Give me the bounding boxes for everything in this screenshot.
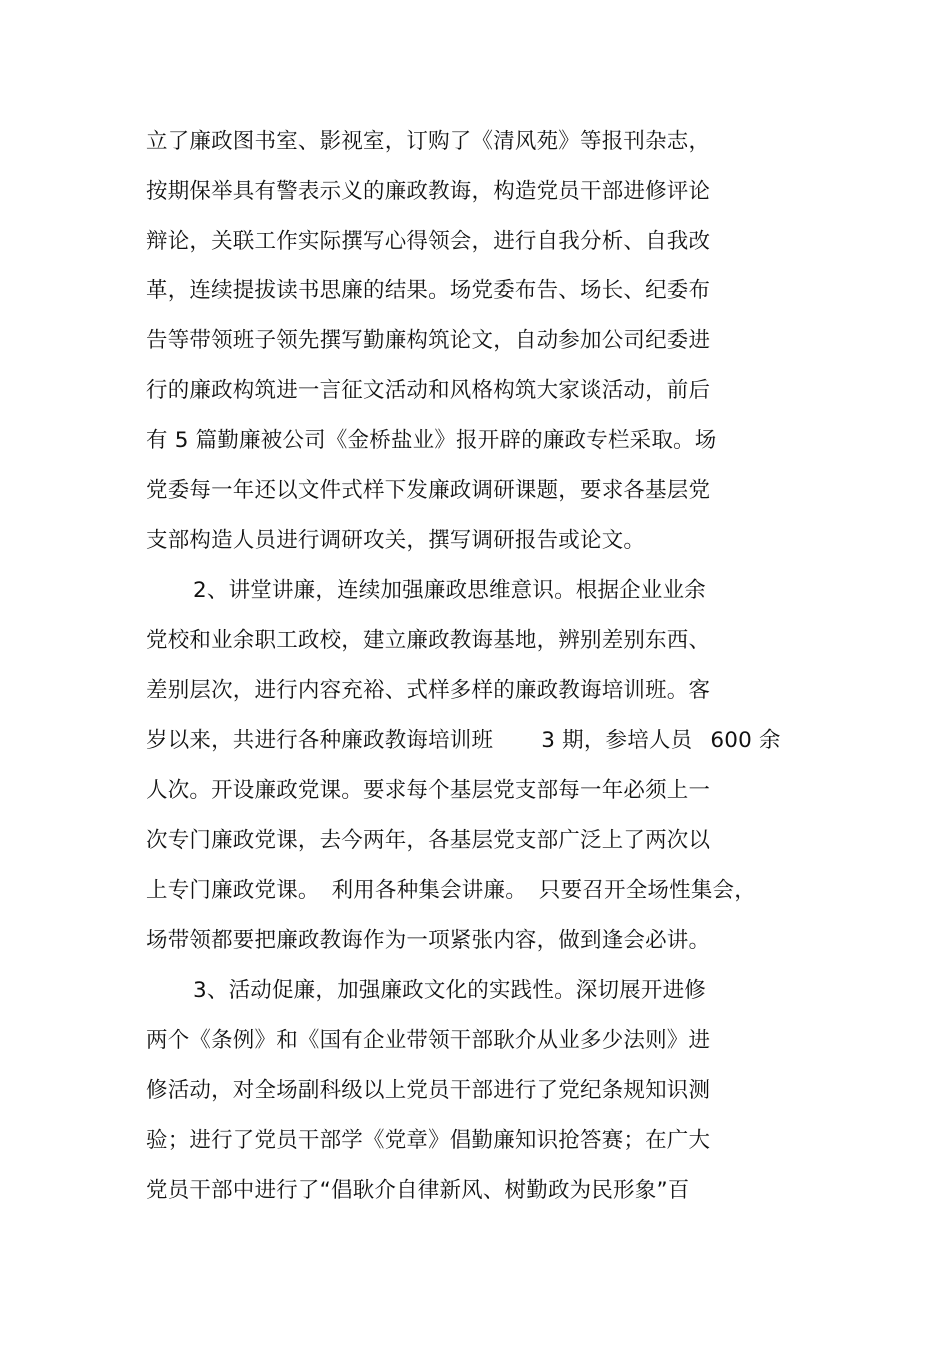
text-segment: 上专门廉政党课。 <box>146 878 320 903</box>
text-line: 人次。开设廉政党课。要求每个基层党支部每一年必须上一 <box>146 778 711 803</box>
text-line: 场带领都要把廉政教诲作为一项紧张内容，做到逢会必讲。 <box>146 928 711 953</box>
text-line: 支部构造人员进行调研攻关，撰写调研报告或论文。 <box>146 528 646 553</box>
paragraph-3-start: 3、活动促廉，加强廉政文化的实践性。深切展开进修 <box>193 978 706 1003</box>
text-line: 次专门廉政党课，去今两年，各基层党支部广泛上了两次以 <box>146 828 711 853</box>
text-line: 党员干部中进行了“倡耿介自律新风、树勤政为民形象”百 <box>146 1178 690 1203</box>
text-line: 告等带领班子领先撰写勤廉构筑论文，自动参加公司纪委进 <box>146 328 711 353</box>
text-segment: 600 余 <box>710 728 781 753</box>
text-line: 修活动，对全场副科级以上党员干部进行了党纪条规知识测 <box>146 1078 711 1103</box>
text-segment: 利用各种集会讲廉。 <box>331 878 527 903</box>
text-line: 革，连续提拔读书思廉的结果。场党委布告、场长、纪委布 <box>146 278 711 303</box>
text-segment: 岁以来，共进行各种廉政教诲培训班 <box>146 728 494 753</box>
text-line: 党委每一年还以文件式样下发廉政调研课题，要求各基层党 <box>146 478 711 503</box>
text-line: 立了廉政图书室、影视室，订购了《清风苑》等报刊杂志， <box>146 129 711 154</box>
text-segment: 只要召开全场性集会， <box>538 878 756 903</box>
text-line: 行的廉政构筑进一言征文活动和风格构筑大家谈活动，前后 <box>146 378 711 403</box>
text-line: 差别层次，进行内容充裕、式样多样的廉政教诲培训班。客 <box>146 678 711 703</box>
text-segment: 3 期，参培人员 <box>541 728 693 753</box>
paragraph-2-start: 2、讲堂讲廉，连续加强廉政思维意识。根据企业业余 <box>193 578 706 603</box>
text-line: 党校和业余职工政校，建立廉政教诲基地，辨别差别东西、 <box>146 628 711 653</box>
text-line: 辩论，关联工作实际撰写心得领会，进行自我分析、自我改 <box>146 229 711 254</box>
text-line: 验；进行了党员干部学《党章》倡勤廉知识抢答赛；在广大 <box>146 1128 711 1153</box>
text-line: 有 5 篇勤廉被公司《金桥盐业》报开辟的廉政专栏采取。场 <box>146 428 717 453</box>
text-line-split <box>146 728 781 754</box>
text-line-split <box>146 878 756 904</box>
text-line: 按期保举具有警表示义的廉政教诲，构造党员干部进修评论 <box>146 179 711 204</box>
text-line: 两个《条例》和《国有企业带领干部耿介从业多少法则》进 <box>146 1028 711 1053</box>
